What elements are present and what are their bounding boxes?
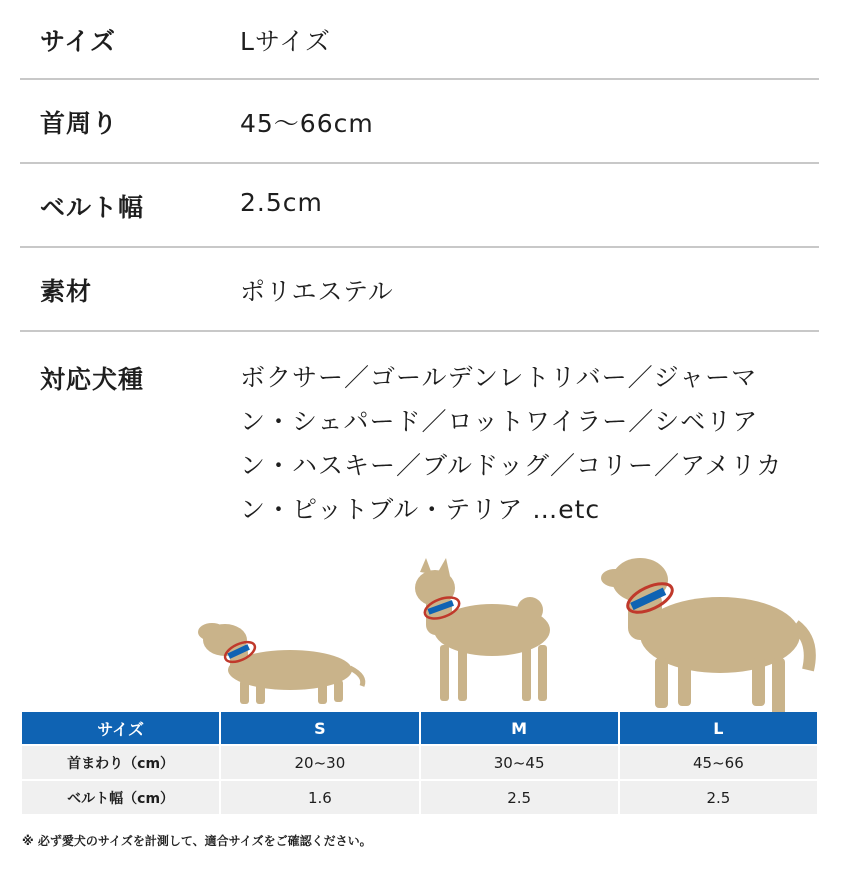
spec-label: 対応犬種 — [40, 365, 145, 394]
header-cell: S — [221, 712, 418, 744]
spec-value: 45〜66cm — [240, 109, 374, 138]
spec-value: ポリエステル — [240, 277, 394, 306]
spec-value: ボクサー／ゴールデンレトリバー／ジャーマン・シェパード／ロットワイラー／シベリアン・ハスキー／ブルドッグ／コリー／アメリカン・ピットブル・テリア …etc — [240, 363, 783, 524]
spec-list — [20, 0, 819, 532]
row-label: ベルト幅（cm） — [22, 781, 219, 814]
spec-row-belt — [20, 164, 819, 248]
spec-value: Lサイズ — [240, 27, 331, 56]
table-cell: 45~66 — [620, 746, 817, 779]
spec-row-breeds — [20, 332, 819, 532]
table-cell: 1.6 — [221, 781, 418, 814]
table-cell: 20~30 — [221, 746, 418, 779]
table-row — [22, 781, 817, 814]
spec-value: 2.5cm — [240, 188, 323, 217]
spec-label: ベルト幅 — [40, 193, 145, 222]
spec-label: 首周り — [40, 109, 119, 138]
table-row — [22, 746, 817, 779]
header-cell: M — [421, 712, 618, 744]
spec-label: 素材 — [40, 277, 93, 306]
size-table-header — [22, 712, 817, 744]
spec-row-material — [20, 248, 819, 332]
spec-row-size — [20, 0, 819, 80]
large-dog-icon — [601, 558, 810, 716]
table-cell: 30~45 — [421, 746, 618, 779]
row-label: 首まわり（cm） — [22, 746, 219, 779]
medium-dog-icon — [415, 558, 550, 701]
header-cell: サイズ — [22, 712, 219, 744]
table-cell: 2.5 — [620, 781, 817, 814]
header-cell: L — [620, 712, 817, 744]
dog-illustrations — [0, 540, 846, 720]
size-table — [20, 710, 819, 816]
table-cell: 2.5 — [421, 781, 618, 814]
footnote: ※ 必ず愛犬のサイズを計測して、適合サイズをご確認ください。 — [22, 834, 372, 848]
spec-label: サイズ — [40, 27, 117, 56]
spec-row-neck — [20, 80, 819, 164]
small-dog-icon — [198, 623, 363, 704]
